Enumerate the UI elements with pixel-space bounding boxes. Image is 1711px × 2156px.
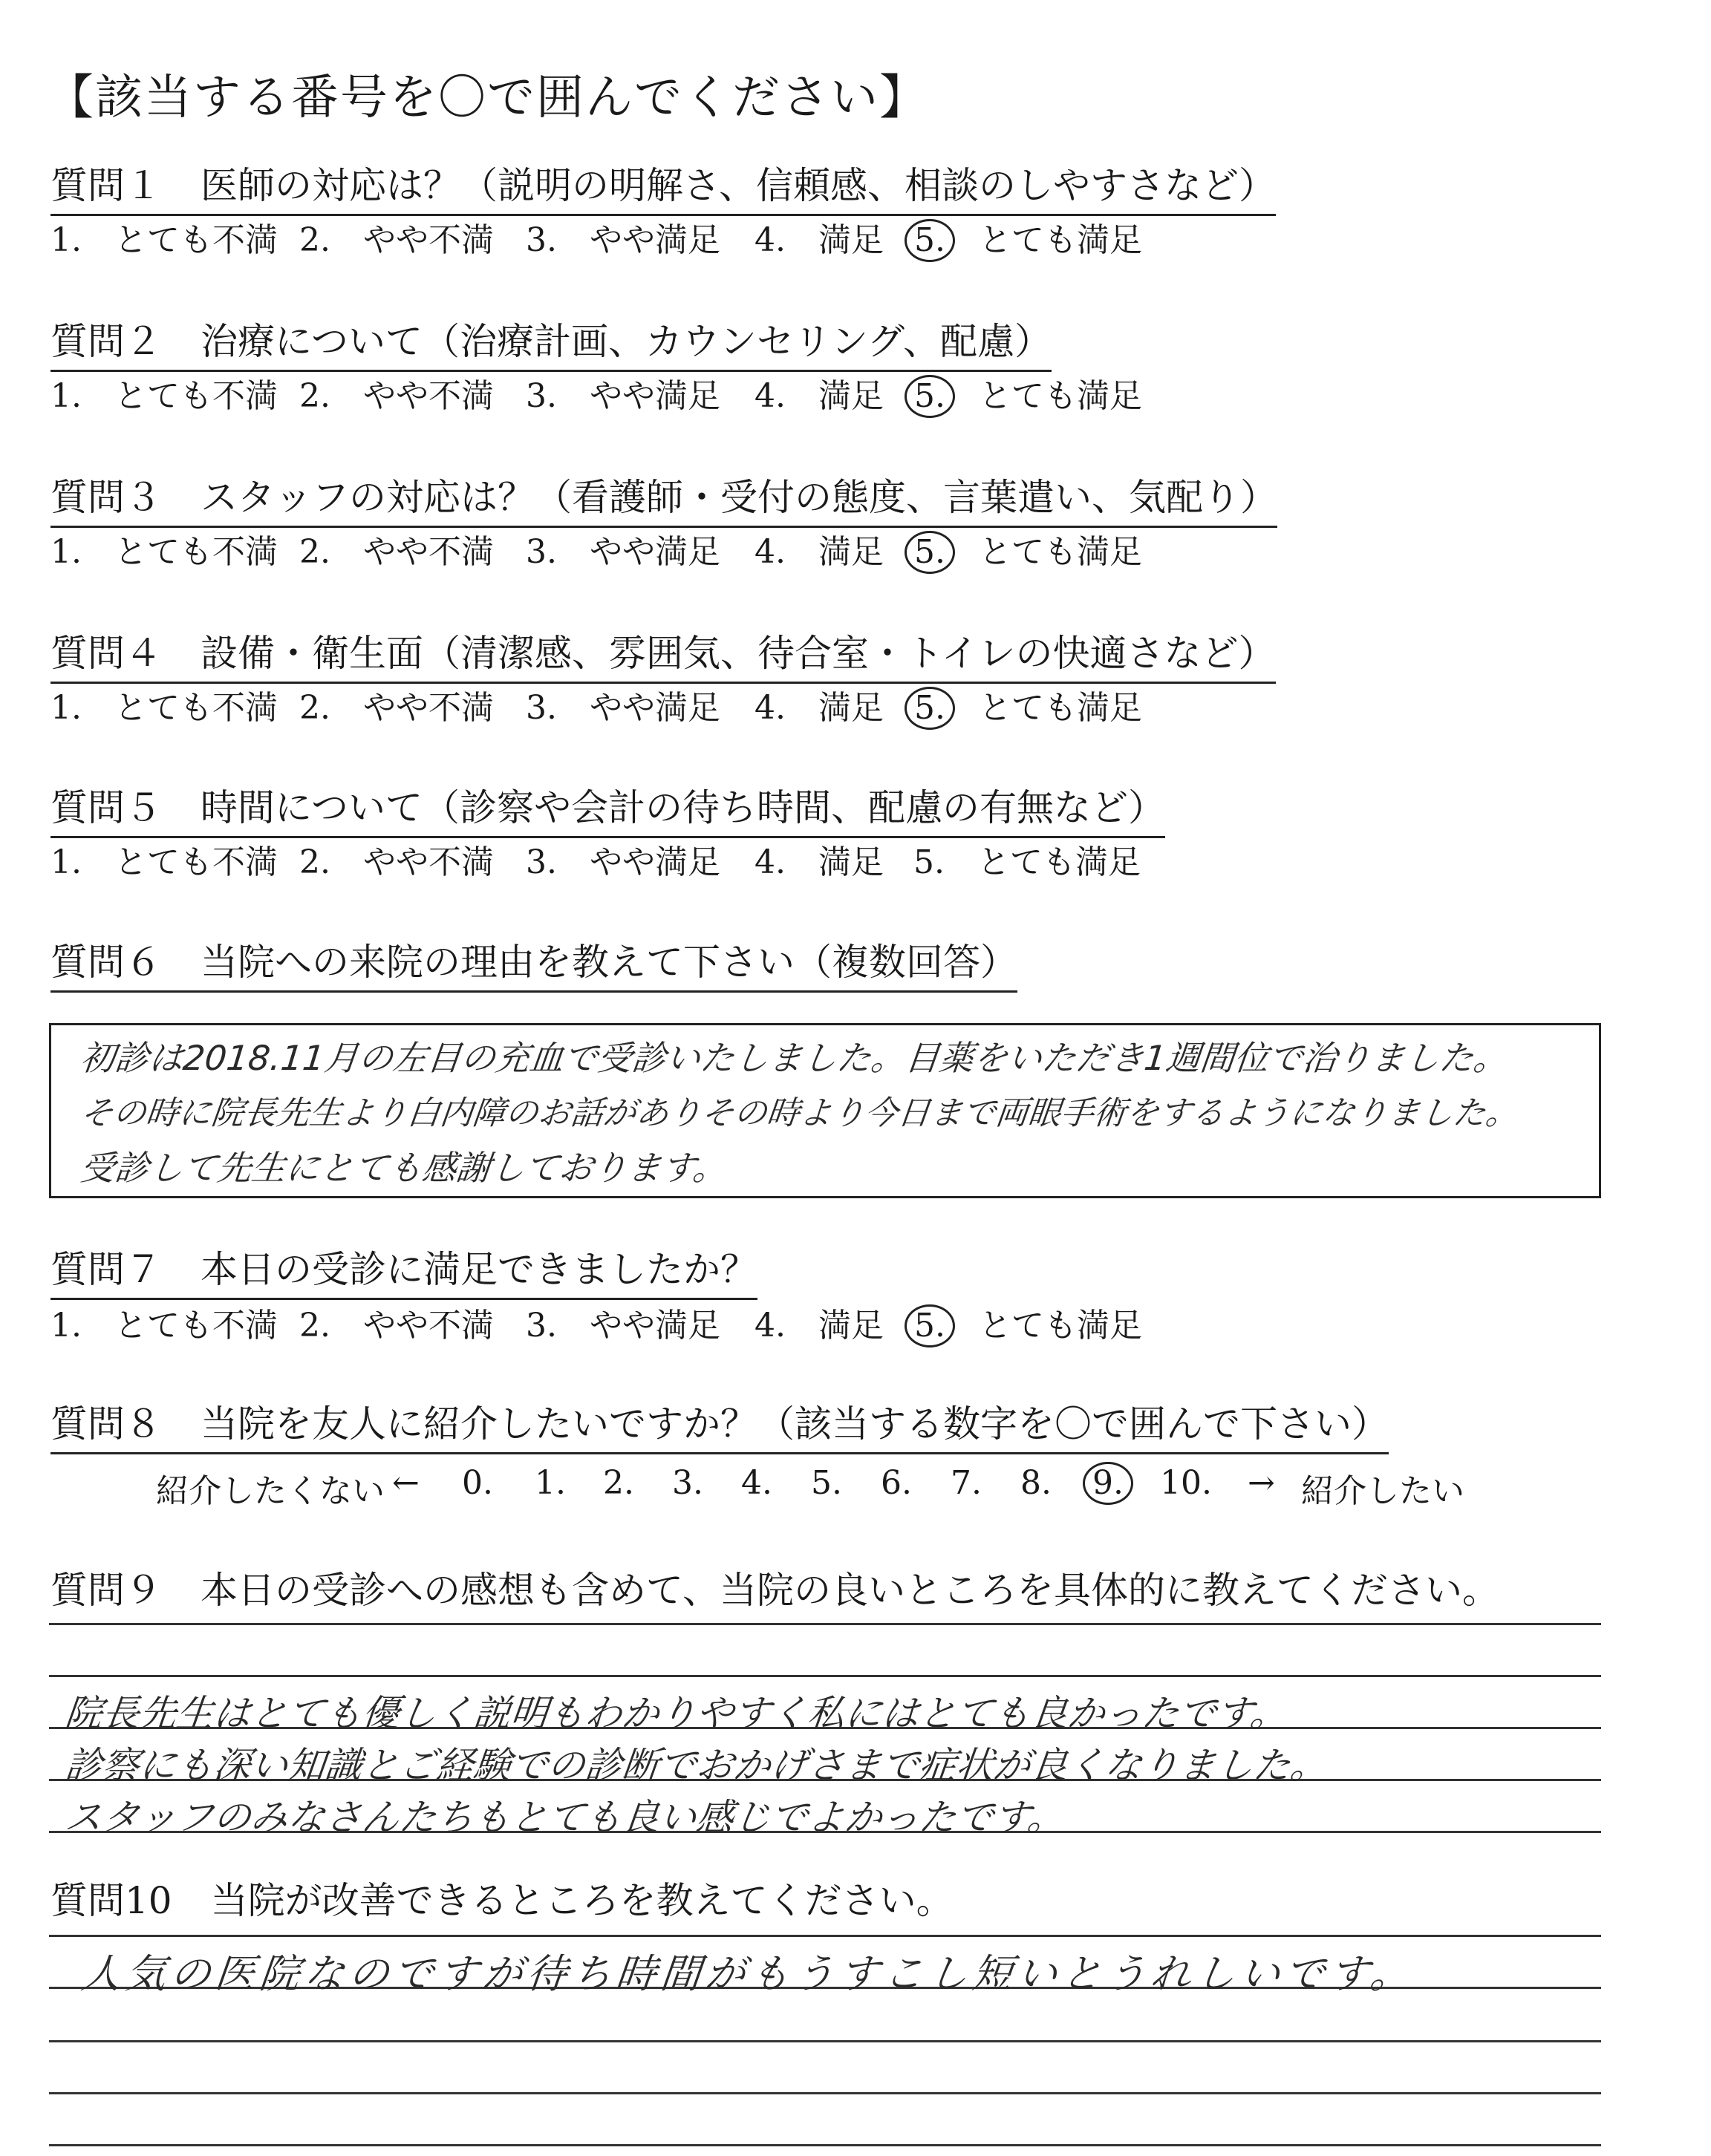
- q2-option-2-num[interactable]: 2.: [299, 377, 330, 415]
- q8-option-7[interactable]: 7.: [951, 1464, 982, 1502]
- q4-option-4-num[interactable]: 4.: [755, 689, 786, 727]
- q3-option-3-label: やや満足: [589, 533, 720, 571]
- question-8-number: 質問８: [50, 1402, 162, 1446]
- q8-option-4[interactable]: 4.: [741, 1464, 772, 1502]
- q5-option-5-num[interactable]: 5.: [913, 843, 945, 881]
- q5-option-4-num[interactable]: 4.: [755, 843, 786, 881]
- q8-option-6[interactable]: 6.: [881, 1464, 912, 1502]
- q4-option-3-label: やや満足: [589, 689, 720, 727]
- q8-right-arrow: →: [1248, 1464, 1275, 1502]
- q2-option-1-num[interactable]: 1.: [50, 377, 82, 415]
- q2-option-2-label: やや不満: [362, 377, 494, 415]
- q5-option-5-label: とても満足: [977, 843, 1141, 881]
- q7-option-3-label: やや満足: [589, 1307, 720, 1345]
- q5-option-4-label: 満足: [818, 843, 884, 881]
- q7-option-3-num[interactable]: 3.: [526, 1307, 557, 1345]
- q3-option-1-num[interactable]: 1.: [50, 533, 82, 571]
- q5-option-1-num[interactable]: 1.: [50, 843, 82, 881]
- question-7-text: 本日の受診に満足できましたか？: [201, 1248, 757, 1291]
- question-5-heading: [50, 787, 1165, 838]
- q3-option-3-num[interactable]: 3.: [526, 533, 557, 571]
- q8-option-1[interactable]: 1.: [535, 1464, 566, 1502]
- form-title: 【該当する番号を〇で囲んでください】: [46, 71, 928, 125]
- q8-option-9-circled[interactable]: 9.: [1083, 1462, 1133, 1505]
- q1-option-5-label: とても満足: [978, 221, 1142, 259]
- q4-option-1-num[interactable]: 1.: [50, 689, 82, 727]
- question-8-text: 当院を友人に紹介したいですか？（該当する数字を〇で囲んで下さい）: [201, 1402, 1389, 1446]
- q7-option-5-num-circled[interactable]: 5.: [905, 1304, 955, 1348]
- question-6-answer-box[interactable]: [49, 1023, 1601, 1198]
- q5-option-2-label: やや不満: [362, 843, 494, 881]
- q1-option-1-num[interactable]: 1.: [50, 221, 82, 259]
- q3-option-5-label: とても満足: [978, 533, 1142, 571]
- q2-option-3-label: やや満足: [589, 377, 720, 415]
- question-4-number: 質問４: [50, 632, 162, 675]
- q7-option-5-label: とても満足: [978, 1307, 1142, 1345]
- q3-option-5-num-circled[interactable]: 5.: [905, 531, 955, 574]
- question-10-heading: [50, 1871, 954, 1924]
- question-5-number: 質問５: [50, 786, 162, 829]
- q9-answer-line-3[interactable]: スタッフのみなさんたちもとても良い感じでよかったです。: [62, 1796, 1067, 1839]
- q7-option-2-label: やや不満: [362, 1307, 494, 1345]
- question-4-heading: [50, 633, 1276, 684]
- q3-option-4-num[interactable]: 4.: [755, 533, 786, 571]
- question-3-number: 質問３: [50, 476, 162, 519]
- q3-option-2-num[interactable]: 2.: [299, 533, 330, 571]
- question-1-heading: [50, 165, 1276, 216]
- q9-rule-1: [49, 1623, 1601, 1625]
- question-2-text: 治療について（治療計画、カウンセリング、配慮）: [201, 320, 1052, 363]
- q4-option-2-num[interactable]: 2.: [299, 689, 330, 727]
- q8-option-5[interactable]: 5.: [811, 1464, 842, 1502]
- question-6-number: 質問６: [50, 941, 162, 984]
- q4-option-3-num[interactable]: 3.: [526, 689, 557, 727]
- q7-option-2-num[interactable]: 2.: [299, 1307, 330, 1345]
- q6-answer-line-2: その時に院長先生より白内障のお話がありその時より今日まで両眼手術をするようになりました。: [78, 1094, 1521, 1132]
- q3-option-2-label: やや不満: [362, 533, 494, 571]
- q10-rule-5: [49, 2144, 1601, 2146]
- q8-option-10[interactable]: 10.: [1160, 1464, 1212, 1502]
- question-7-number: 質問７: [50, 1248, 162, 1291]
- q4-option-1-label: とても不満: [114, 689, 278, 727]
- q10-answer-line-1[interactable]: 人気の医院なのですが待ち時間がもうすこし短いとうれしいです。: [79, 1950, 1418, 1997]
- q5-option-3-num[interactable]: 3.: [526, 843, 557, 881]
- q9-answer-line-1[interactable]: 院長先生はとても優しく説明もわかりやすく私にはとても良かったです。: [62, 1692, 1290, 1735]
- q4-option-5-num-circled[interactable]: 5.: [905, 687, 955, 730]
- question-9-heading: [50, 1561, 1499, 1614]
- q1-option-4-label: 満足: [818, 221, 884, 259]
- question-1-text: 医師の対応は？（説明の明解さ、信頼感、相談のしやすさなど）: [201, 164, 1276, 207]
- q2-option-4-num[interactable]: 4.: [755, 377, 786, 415]
- q8-option-0[interactable]: 0.: [462, 1464, 493, 1502]
- q10-rule-4: [49, 2092, 1601, 2094]
- question-9-text: 本日の受診への感想も含めて、当院の良いところを具体的に教えてください。: [201, 1569, 1499, 1612]
- q5-option-2-num[interactable]: 2.: [299, 843, 330, 881]
- question-5-text: 時間について（診察や会計の待ち時間、配慮の有無など）: [201, 786, 1165, 829]
- question-3-heading: [50, 477, 1277, 528]
- q4-option-5-label: とても満足: [978, 689, 1142, 727]
- question-4-text: 設備・衛生面（清潔感、雰囲気、待合室・トイレの快適さなど）: [201, 632, 1276, 675]
- q2-option-4-label: 満足: [818, 377, 884, 415]
- question-1-number: 質問１: [50, 164, 162, 207]
- q8-left-arrow: ←: [392, 1464, 420, 1502]
- q1-option-2-num[interactable]: 2.: [299, 221, 330, 259]
- q1-option-1-label: とても不満: [114, 221, 278, 259]
- question-6-text: 当院への来院の理由を教えて下さい（複数回答）: [201, 941, 1017, 984]
- q9-rule-2: [49, 1675, 1601, 1677]
- q2-option-5-label: とても満足: [978, 377, 1142, 415]
- question-10-text: 当院が改善できるところを教えてください。: [210, 1879, 954, 1922]
- q10-rule-3: [49, 2040, 1601, 2042]
- q1-option-4-num[interactable]: 4.: [755, 221, 786, 259]
- q1-option-3-label: やや満足: [589, 221, 720, 259]
- question-6-heading: [50, 941, 1017, 993]
- question-2-heading: [50, 321, 1052, 372]
- question-8-heading: [50, 1403, 1389, 1454]
- q8-option-2[interactable]: 2.: [603, 1464, 634, 1502]
- q4-option-4-label: 満足: [818, 689, 884, 727]
- q8-left-label: 紹介したくない: [156, 1472, 385, 1510]
- q2-option-1-label: とても不満: [114, 377, 278, 415]
- q1-option-2-label: やや不満: [362, 221, 494, 259]
- q5-option-1-label: とても不満: [114, 843, 278, 881]
- question-10-number: 質問10: [50, 1879, 172, 1922]
- question-3-text: スタッフの対応は？（看護師・受付の態度、言葉遣い、気配り）: [201, 476, 1277, 519]
- q8-option-3[interactable]: 3.: [672, 1464, 703, 1502]
- q4-option-2-label: やや不満: [362, 689, 494, 727]
- q9-answer-line-2[interactable]: 診察にも深い知識とご経験での診断でおかげさまで症状が良くなりました。: [62, 1744, 1330, 1787]
- q2-option-3-num[interactable]: 3.: [526, 377, 557, 415]
- q1-option-3-num[interactable]: 3.: [526, 221, 557, 259]
- q5-option-3-label: やや満足: [589, 843, 720, 881]
- q6-answer-line-3: 受診して先生にとても感謝しております。: [78, 1148, 729, 1188]
- q8-option-8[interactable]: 8.: [1020, 1464, 1052, 1502]
- q10-rule-1: [49, 1935, 1601, 1937]
- q7-option-4-label: 満足: [818, 1307, 884, 1345]
- q6-answer-line-1: 初診は2018.11月の左目の充血で受診いたしました。目薬をいただき1週間位で治りました。: [78, 1038, 1510, 1078]
- q7-option-1-num[interactable]: 1.: [50, 1307, 82, 1345]
- q7-option-1-label: とても不満: [114, 1307, 278, 1345]
- question-2-number: 質問２: [50, 320, 162, 363]
- question-9-number: 質問９: [50, 1569, 162, 1612]
- q3-option-4-label: 満足: [818, 533, 884, 571]
- q2-option-5-num-circled[interactable]: 5.: [905, 375, 955, 418]
- q3-option-1-label: とても不満: [114, 533, 278, 571]
- q8-right-label: 紹介したい: [1301, 1472, 1464, 1510]
- question-7-heading: [50, 1249, 757, 1300]
- q7-option-4-num[interactable]: 4.: [755, 1307, 786, 1345]
- q1-option-5-num-circled[interactable]: 5.: [905, 219, 955, 262]
